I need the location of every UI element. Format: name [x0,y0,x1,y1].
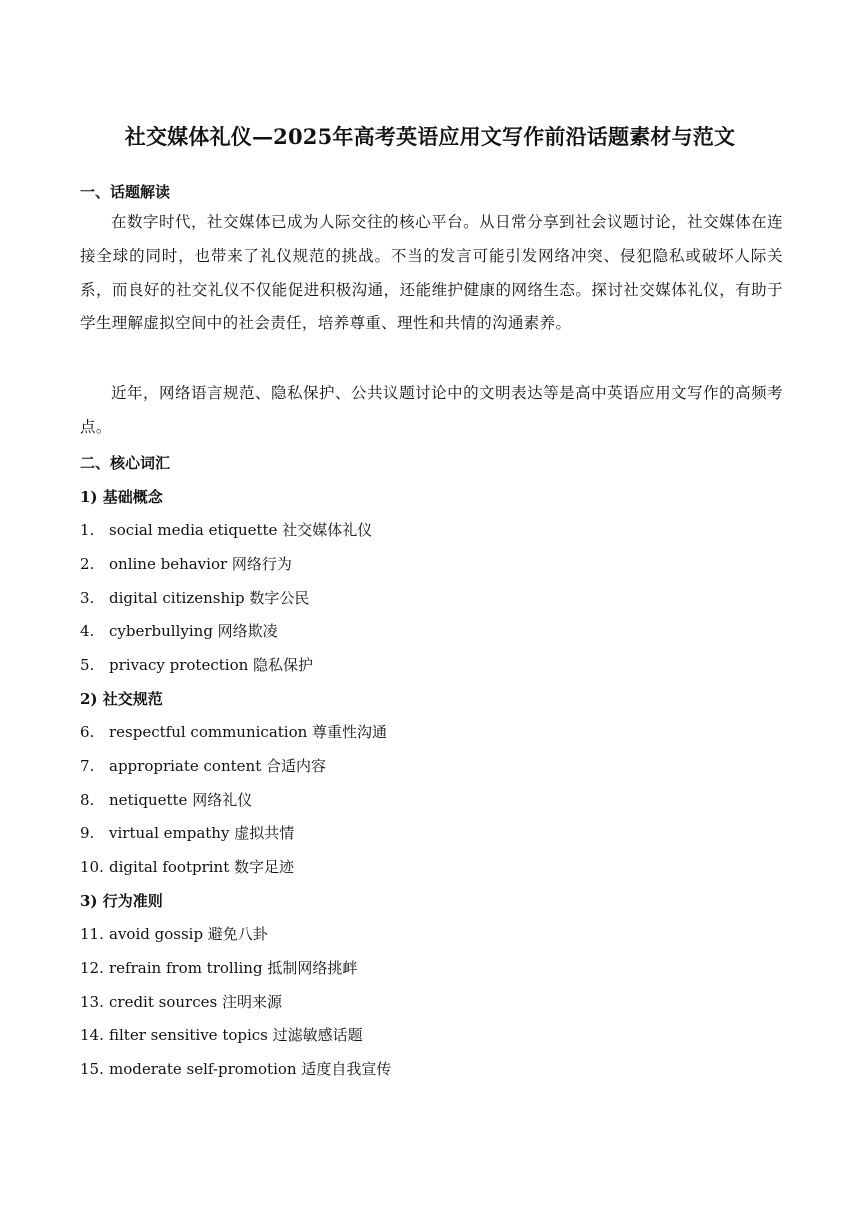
vocab-number: 5. [80,656,95,675]
vocab-item [80,923,391,957]
vocab-number: 11. [80,925,104,943]
vocab-list-social-norms [80,721,387,890]
vocab-number: 15. [80,1060,104,1079]
topic-paragraph-1: 在数字时代，社交媒体已成为人际交往的核心平台。从日常分享到社会议题讨论，社交媒体在连接全球的同时，也带来了礼仪规范的挑战。不当的发言可能引发网络冲突、侵犯隐私或破坏人际关系，而良好的社交礼仪不仅能促进积极沟通，还能维护健康的网络生态。探讨社交媒体礼仪，有助于学生理解虚拟空间中的社会责任，培养尊重、理性和共情的沟通素养。 [80,213,783,333]
vocab-item [80,789,387,823]
vocab-group-label-guidelines: 3) 行为准则 [80,892,163,910]
vocab-item [80,856,387,890]
vocab-number: 9. [80,824,95,843]
vocab-term: social media etiquette 社交媒体礼仪 [109,521,373,539]
vocab-item [80,721,387,755]
vocab-number: 3. [80,588,95,607]
topic-paragraph-2: 近年，网络语言规范、隐私保护、公共议题讨论中的文明表达等是高中英语应用文写作的高频考点。 [80,384,783,436]
vocab-item [80,991,391,1025]
vocab-term: filter sensitive topics 过滤敏感话题 [109,1026,363,1045]
vocab-item [80,1024,391,1058]
vocab-term: refrain from trolling 抵制网络挑衅 [109,958,358,977]
section-heading-topic: 一、话题解读 [80,183,171,201]
vocab-number: 7. [80,756,95,775]
document-title: 社交媒体礼仪—2025年高考英语应用文写作前沿话题素材与范文 [124,124,736,149]
vocab-number: 8. [80,790,95,809]
vocab-term: digital footprint 数字足迹 [109,858,295,877]
vocab-term: appropriate content 合适内容 [109,756,326,775]
vocab-item [80,1058,391,1092]
vocab-group-label-basics: 1) 基础概念 [80,488,163,506]
vocab-item [80,654,372,688]
vocab-number: 10. [80,858,104,877]
vocab-item [80,822,387,856]
vocab-term: digital citizenship 数字公民 [109,588,310,607]
vocab-group-label-social-norms: 2) 社交规范 [80,690,163,708]
vocab-number: 12. [80,958,104,977]
vocab-term: virtual empathy 虚拟共情 [109,824,295,843]
vocab-number: 14. [80,1026,104,1045]
vocab-term: credit sources 注明来源 [109,992,282,1011]
vocab-term: online behavior 网络行为 [109,554,292,573]
vocab-list-basics [80,519,372,688]
vocab-term: moderate self-promotion 适度自我宣传 [109,1060,392,1079]
vocab-term: privacy protection 隐私保护 [109,656,314,675]
vocab-number: 2. [80,554,95,573]
vocab-list-guidelines [80,923,391,1092]
vocab-number: 13. [80,992,104,1011]
vocab-term: avoid gossip 避免八卦 [109,925,268,943]
vocab-item [80,553,372,587]
vocab-number: 1. [80,521,95,539]
vocab-term: respectful communication 尊重性沟通 [109,723,388,741]
section-heading-vocabulary: 二、核心词汇 [80,454,171,472]
vocab-item [80,755,387,789]
vocab-number: 6. [80,723,95,741]
vocab-item [80,519,372,553]
vocab-item [80,620,372,654]
vocab-item [80,587,372,621]
vocab-item [80,957,391,991]
vocab-number: 4. [80,622,95,641]
vocab-term: cyberbullying 网络欺凌 [109,622,278,641]
vocab-term: netiquette 网络礼仪 [109,790,253,809]
